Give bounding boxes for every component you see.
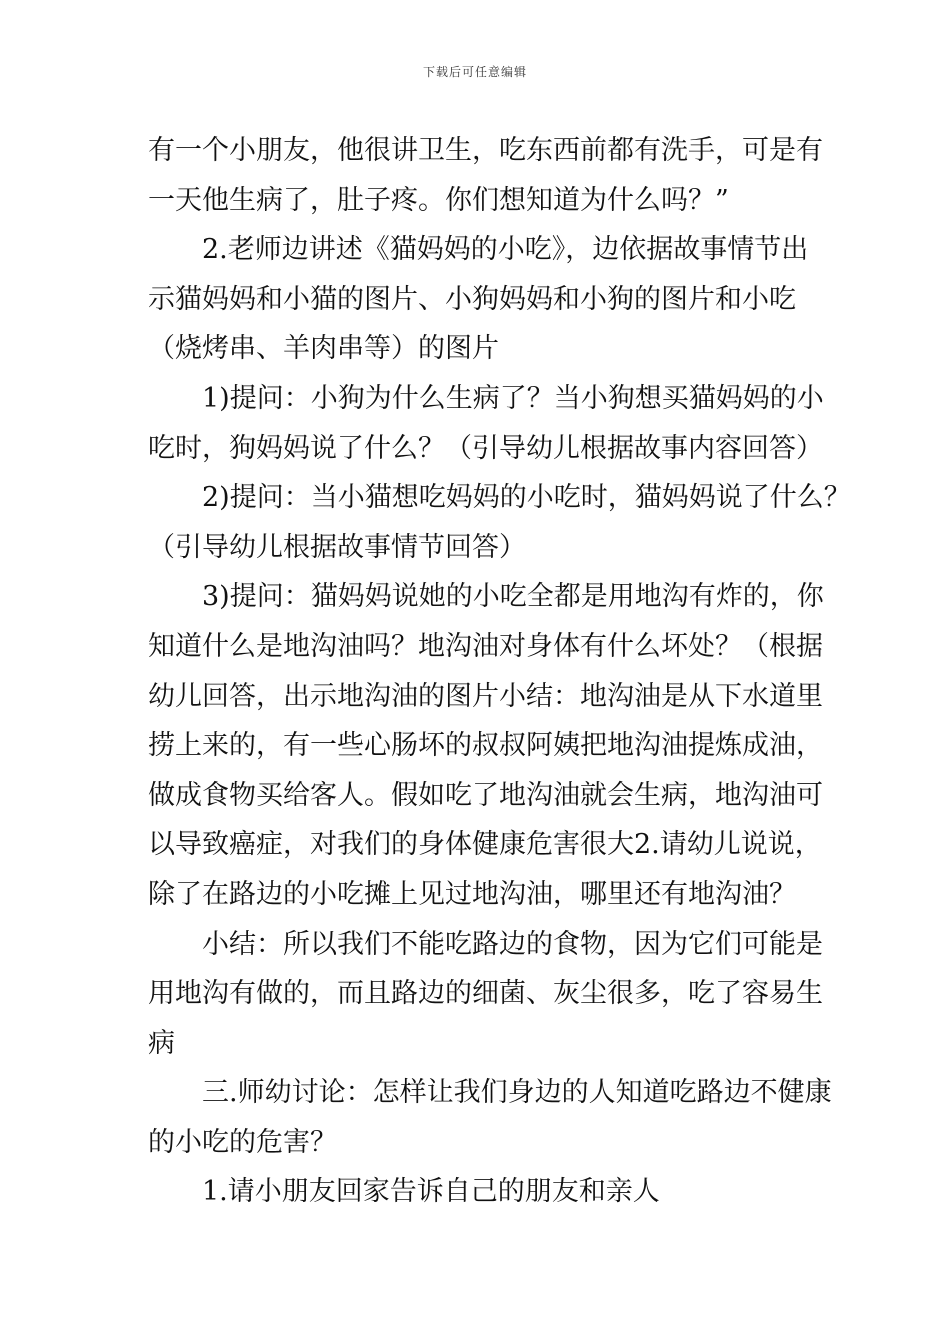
- text-line: 1.请小朋友回家告诉自己的朋友和亲人: [202, 1176, 660, 1208]
- text-line: （引导幼儿根据故事情节回答）: [148, 531, 526, 563]
- text-line: 知道什么是地沟油吗？地沟油对身体有什么坏处？（根据: [148, 630, 823, 662]
- document-body: [148, 126, 851, 1217]
- text-line: 1)提问：小狗为什么生病了？当小狗想买猫妈妈的小: [202, 382, 824, 414]
- text-line: 2.老师边讲述《猫妈妈的小吃》，边依据故事情节出: [202, 234, 809, 266]
- text-line: 幼儿回答，出示地沟油的图片小结：地沟油是从下水道里: [148, 680, 823, 712]
- text-line: 示猫妈妈和小猫的图片、小狗妈妈和小狗的图片和小吃: [148, 283, 796, 315]
- text-line: 以导致癌症，对我们的身体健康危害很大2.请幼儿说说，: [148, 829, 822, 861]
- text-line: 吃时，狗妈妈说了什么？（引导幼儿根据故事内容回答）: [148, 432, 823, 464]
- text-line: 病: [148, 1027, 175, 1059]
- text-line: 做成食物买给客人。假如吃了地沟油就会生病，地沟油可: [148, 779, 823, 811]
- text-line: 2)提问：当小猫想吃妈妈的小吃时，猫妈妈说了什么？: [202, 482, 851, 514]
- text-line: 除了在路边的小吃摊上见过地沟油，哪里还有地沟油？: [148, 878, 796, 910]
- text-line: 小结：所以我们不能吃路边的食物，因为它们可能是: [202, 928, 823, 960]
- page-header: 下载后可任意编辑: [422, 65, 527, 79]
- text-line: 有一个小朋友，他很讲卫生，吃东西前都有洗手，可是有: [148, 135, 823, 166]
- text-line: 捞上来的，有一些心肠坏的叔叔阿姨把地沟油提炼成油，: [148, 730, 823, 762]
- text-line: 三.师幼讨论：怎样让我们身边的人知道吃路边不健康: [202, 1077, 832, 1109]
- text-line: 的小吃的危害？: [148, 1126, 337, 1158]
- text-line: 一天他生病了，肚子疼。你们想知道为什么吗？”: [148, 184, 729, 216]
- text-line: （烧烤串、羊肉串等）的图片: [148, 333, 499, 365]
- text-line: 用地沟有做的，而且路边的细菌、灰尘很多，吃了容易生: [148, 978, 823, 1010]
- text-line: 3)提问：猫妈妈说她的小吃全都是用地沟有炸的，你: [202, 581, 824, 613]
